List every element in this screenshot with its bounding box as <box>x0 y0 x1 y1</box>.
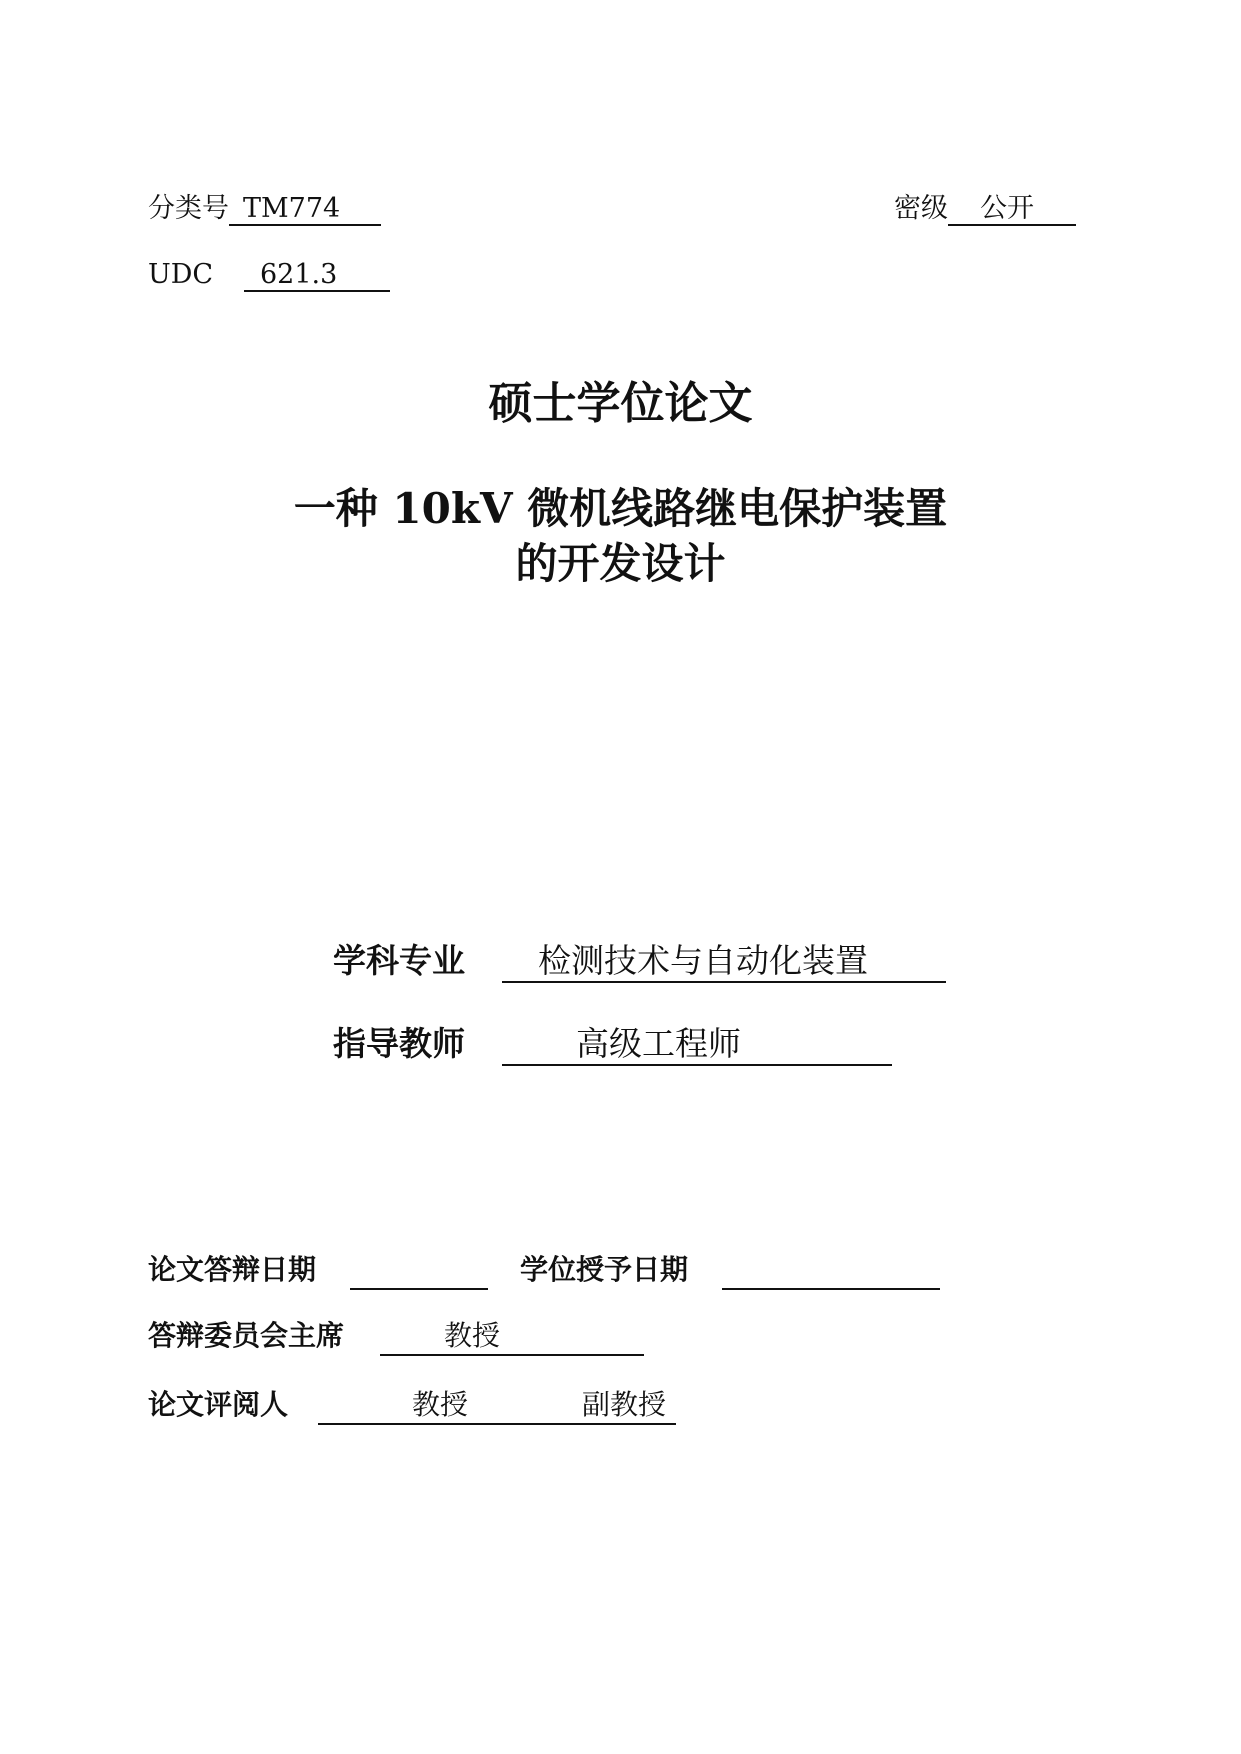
major-value: 检测技术与自动化装置 <box>538 941 868 980</box>
udc-value: 621.3 <box>244 260 390 292</box>
thesis-title-line-1: 一种 10kV 微机线路继电保护装置 <box>293 484 948 533</box>
advisor-value: 高级工程师 <box>576 1024 741 1063</box>
advisor-label: 指导教师 <box>333 1024 465 1063</box>
udc-label: UDC <box>148 259 214 290</box>
security-level-field <box>894 192 1076 226</box>
thesis-title-line-2: 的开发设计 <box>515 539 726 588</box>
major-label: 学科专业 <box>333 941 465 980</box>
reviewer-label: 论文评阅人 <box>148 1388 289 1421</box>
classification-value: TM774 <box>229 194 381 226</box>
security-level-value: 公开 <box>948 194 1076 226</box>
committee-chair-value: 教授 <box>444 1319 501 1352</box>
defense-date-label: 论文答辩日期 <box>148 1253 317 1286</box>
reviewer-value-1: 教授 <box>412 1388 469 1421</box>
reviewer-value-2: 副教授 <box>582 1388 667 1421</box>
defense-date-underline <box>350 1252 488 1290</box>
degree-title: 硕士学位论文 <box>488 378 753 429</box>
committee-chair-label: 答辩委员会主席 <box>148 1319 345 1352</box>
degree-date-label: 学位授予日期 <box>520 1253 689 1286</box>
committee-chair-underline <box>380 1318 644 1356</box>
degree-date-underline <box>722 1252 940 1290</box>
udc-field <box>148 258 390 292</box>
security-level-label: 密级 <box>894 193 948 224</box>
classification-field <box>148 192 381 226</box>
classification-label: 分类号 <box>148 193 229 224</box>
